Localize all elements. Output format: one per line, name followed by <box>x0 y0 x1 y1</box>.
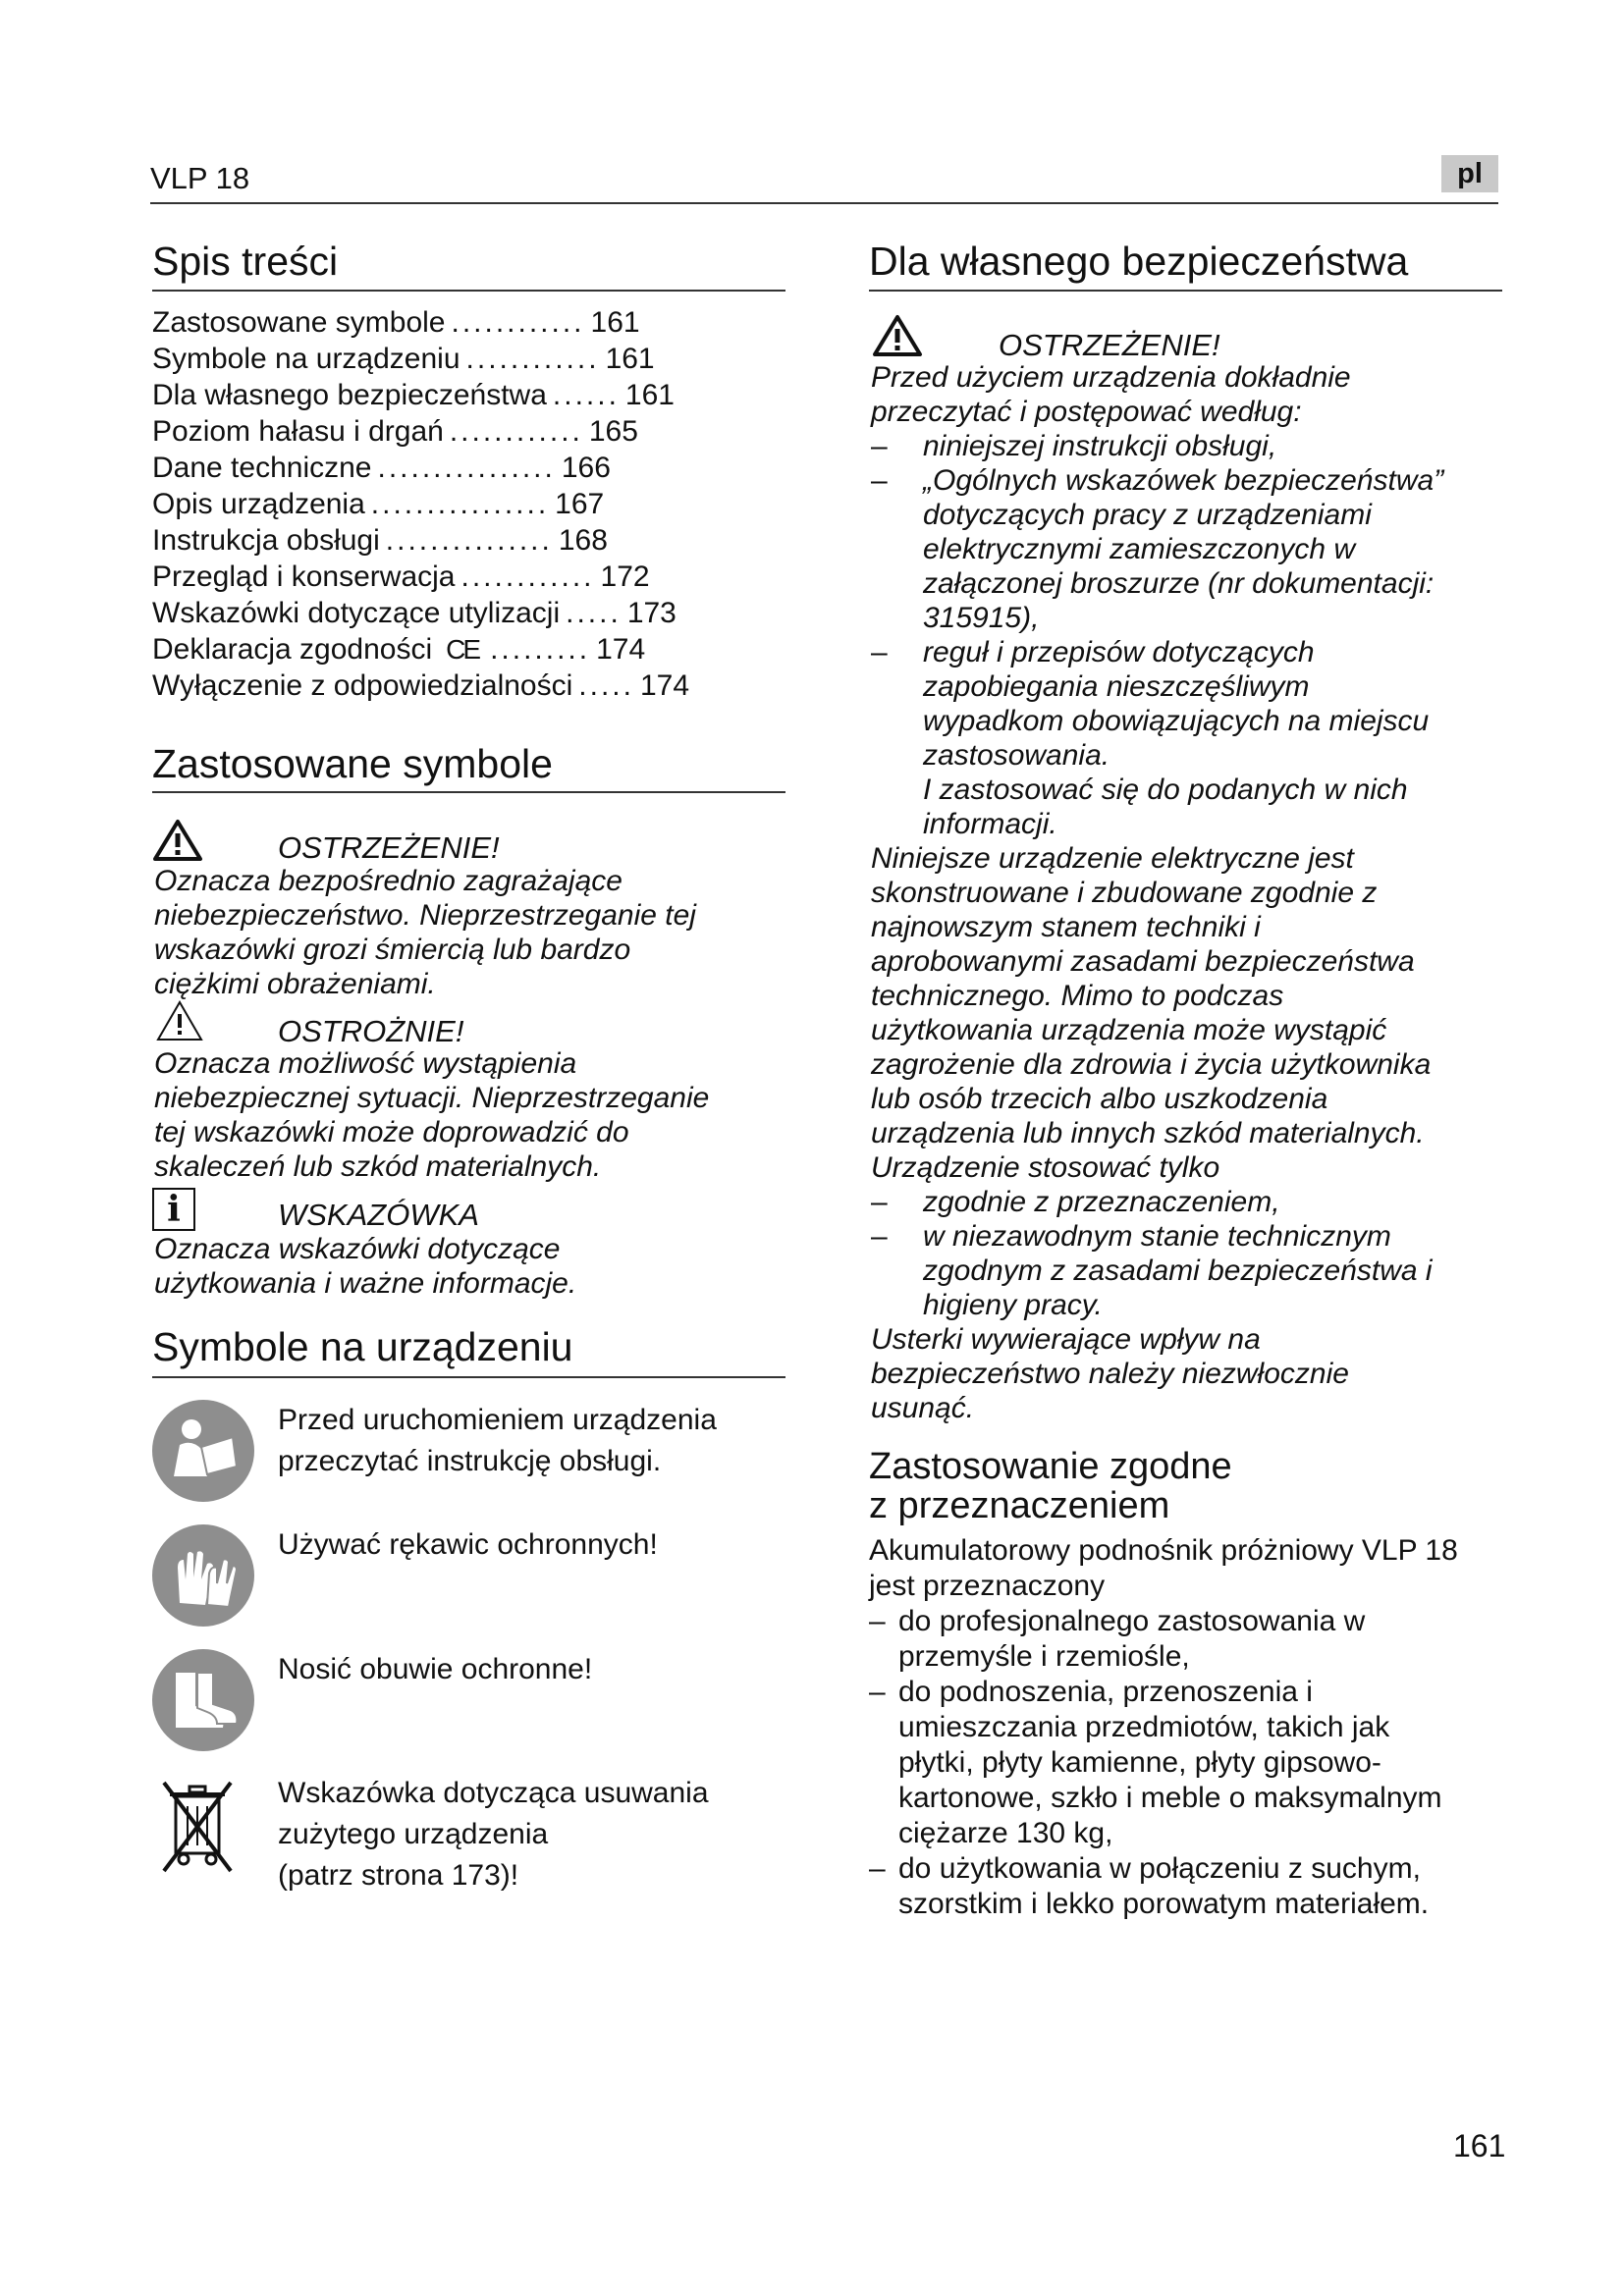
note-description: Oznacza wskazówki dotyczące użytkowania i ważne informacje. <box>154 1233 577 1300</box>
toc-item[interactable]: Instrukcja obsługi ............... 168 <box>152 524 608 557</box>
list-item: – niniejszej instrukcji obsługi, <box>871 429 1519 463</box>
toc-item[interactable]: Poziom hałasu i drgań ............ 165 <box>152 415 638 448</box>
device-symbol-row <box>152 1524 800 1632</box>
toc-item[interactable]: Zastosowane symbole ............ 161 <box>152 306 640 339</box>
device-symbols-divider <box>152 1376 785 1378</box>
intended-use-list <box>869 1604 1517 1922</box>
toc-item[interactable]: Deklaracja zgodności CE ......... 174 <box>152 633 646 666</box>
language-badge: pl <box>1441 155 1498 192</box>
intended-use-body: Akumulatorowy podnośnik próżniowy VLP 18 jest przeznaczony – do profesjonalnego zastosowania w przemyśle i rzemiośle, – do podnoszenia, przenoszenia i umieszczania przedmiotów, takich jak płytki, płyty kamienne, płyty gipsowo- kartonowe, szkło i meble o maksymalnym ciężarze 130 kg, – do użytkowania w połączeniu z suchym, szorstkim i lekko porowatym materiałem. <box>869 1533 1517 1922</box>
info-icon: i <box>152 1188 195 1231</box>
list-item: – zgodnie z przeznaczeniem, <box>871 1185 1519 1219</box>
read-manual-icon <box>152 1400 254 1502</box>
note-title: WSKAZÓWKA <box>278 1198 479 1232</box>
safety-reference-list <box>871 429 1519 841</box>
toc-item[interactable]: Wyłączenie z odpowiedzialności ..... 174 <box>152 669 690 702</box>
safety-divider <box>869 290 1502 292</box>
device-symbol-text: Nosić obuwie ochronne! <box>278 1653 593 1685</box>
safety-body: Przed użyciem urządzenia dokładnie przeczytać i postępować według: – niniejszej instrukcji obsługi, – „Ogólnych wskazówek bezpieczeństwa” dotyczących pracy z urządzeniami elektrycznymi zamieszczonych w załączonej broszurze (nr dokumentacji: 315915), – reguł i przepisów dotyczących zapobiegania nieszczęśliwym wypadkom obowiązujących na miejscu zastosowania. I zastosować się do podanych w nich informacji. Niniejsze urządzenie elektryczne jest skonstruowane i zbudowane zgodnie z najnowszym stanem techniki i aprobowanymi zasadami bezpieczeństwa technicznego. Mimo to podczas użytkowania urządzenia może wystąpić zagrożenie dla zdrowia i życia użytkownika lub osób trzecich albo uszkodzenia urządzenia lub innych szkód materialnych. Urządzenie stosować tylko – zgodnie z przeznaczeniem, – w niezawodnym stanie technicznym zgodnym z zasadami bezpieczeństwa i higieny pracy. Usterki wywierające wpływ na bezpieczeństwo należy niezwłocznie usunąć. <box>871 360 1519 1425</box>
safety-warning-title: OSTRZEŻENIE! <box>999 328 1220 362</box>
device-symbol-row <box>152 1773 800 1910</box>
caution-title: OSTROŻNIE! <box>278 1014 464 1048</box>
safety-usage-list <box>871 1185 1519 1322</box>
device-symbol-text: Przed uruchomieniem urządzenia przeczytać instrukcję obsługi. <box>278 1404 717 1477</box>
toc-item[interactable]: Dane techniczne ................ 166 <box>152 452 611 484</box>
device-symbol-row <box>152 1400 800 1508</box>
caution-description: Oznacza możliwość wystąpienia niebezpiecznej sytuacji. Nieprzestrzeganie tej wskazówki może doprowadzić do skaleczeń lub szkód materialnych. <box>154 1047 710 1183</box>
toc-item[interactable]: Dla własnego bezpieczeństwa ...... 161 <box>152 379 675 411</box>
table-of-contents <box>152 306 800 706</box>
intended-use-title: Zastosowanie zgodne z przeznaczeniem <box>869 1446 1232 1526</box>
toc-item[interactable]: Symbole na urządzeniu ............ 161 <box>152 343 655 375</box>
list-item: – do profesjonalnego zastosowania w przemyśle i rzemiośle, <box>869 1604 1517 1675</box>
ce-mark-icon: CE <box>446 634 479 665</box>
list-item: – w niezawodnym stanie technicznym zgodnym z zasadami bezpieczeństwa i higieny pracy. <box>871 1219 1519 1322</box>
toc-item[interactable]: Opis urządzenia ................ 167 <box>152 488 605 520</box>
toc-item[interactable]: Wskazówki dotyczące utylizacji ..... 173 <box>152 597 677 629</box>
warning-triangle-icon <box>152 819 203 862</box>
header-model: VLP 18 <box>150 161 250 195</box>
crossed-bin-icon <box>160 1777 235 1875</box>
gloves-icon <box>152 1524 254 1627</box>
header-divider <box>150 202 1498 204</box>
device-symbols-title: Symbole na urządzeniu <box>152 1324 573 1369</box>
safety-title: Dla własnego bezpieczeństwa <box>869 239 1409 284</box>
list-item: – do podnoszenia, przenoszenia i umieszczania przedmiotów, takich jak płytki, płyty kamienne, płyty gipsowo- kartonowe, szkło i meble o maksymalnym ciężarze 130 kg, <box>869 1675 1517 1851</box>
list-item: – reguł i przepisów dotyczących zapobiegania nieszczęśliwym wypadkom obowiązujących na miejscu zastosowania. I zastosować się do podanych w nich informacji. <box>871 635 1519 841</box>
page-number: 161 <box>1453 2128 1506 2163</box>
warning-title: OSTRZEŻENIE! <box>278 830 500 865</box>
device-symbol-text: Wskazówka dotycząca usuwania zużytego urządzenia (patrz strona 173)! <box>278 1777 709 1892</box>
safety-boots-icon <box>152 1649 254 1751</box>
list-item: – do użytkowania w połączeniu z suchym, szorstkim i lekko porowatym materiałem. <box>869 1851 1517 1922</box>
warning-description: Oznacza bezpośrednio zagrażające niebezpieczeństwo. Nieprzestrzeganie tej wskazówki grozi śmiercią lub bardzo ciężkimi obrażeniami. <box>154 865 696 1000</box>
symbols-used-title: Zastosowane symbole <box>152 741 553 786</box>
device-symbol-row <box>152 1649 800 1757</box>
symbols-used-divider <box>152 791 785 793</box>
list-item: – „Ogólnych wskazówek bezpieczeństwa” dotyczących pracy z urządzeniami elektrycznymi zamieszczonych w załączonej broszurze (nr dokumentacji: 315915), <box>871 463 1519 635</box>
toc-divider <box>152 290 785 292</box>
toc-heading-block <box>152 241 785 282</box>
caution-triangle-icon <box>155 999 204 1042</box>
toc-title: Spis treści <box>152 239 339 284</box>
toc-item[interactable]: Przegląd i konserwacja ............ 172 <box>152 561 650 593</box>
device-symbol-text: Używać rękawic ochronnych! <box>278 1528 658 1561</box>
warning-triangle-icon <box>872 314 923 357</box>
